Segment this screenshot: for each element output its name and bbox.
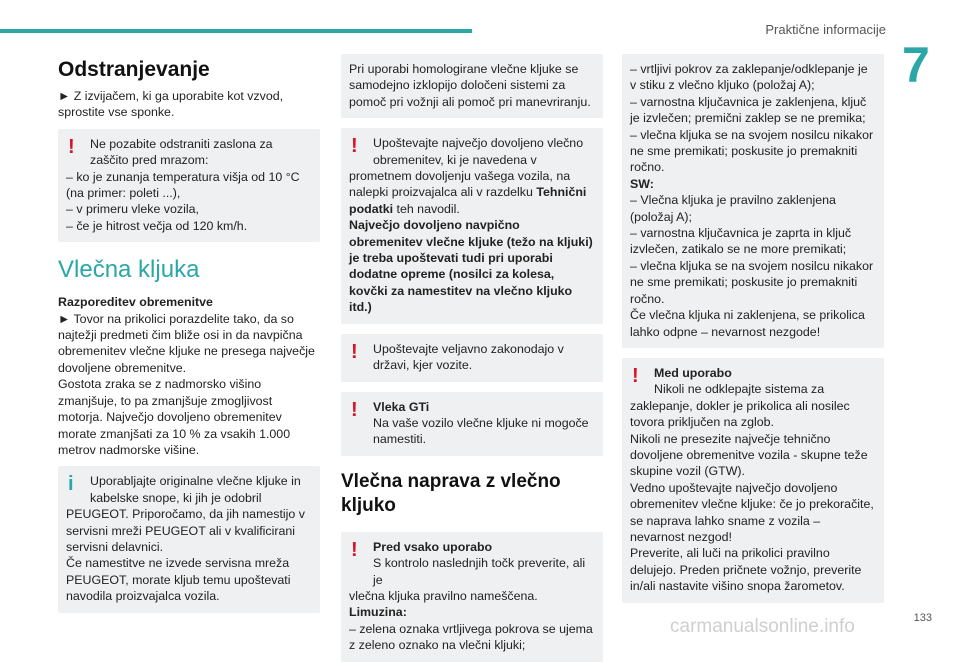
warning-text: vlečna kljuka pravilno nameščena.	[349, 588, 538, 603]
column-3	[622, 54, 884, 613]
warning-title	[349, 399, 595, 415]
warning-text: Upoštevajte veljavno zakonodajo v državi, kjer vozite.	[373, 341, 564, 373]
warning-box	[622, 358, 884, 603]
warning-text-part: prometnem dovoljenju vašega vozila, na nalepki proizvajalca ali v razdelku	[349, 169, 571, 200]
warning-title-text: Vleka GTi	[373, 399, 430, 414]
warning-bold	[349, 217, 595, 315]
warning-line: – v primeru vleke vozila,	[66, 202, 199, 217]
warning-icon: !	[351, 398, 358, 421]
paragraph: Gostota zraka se z nadmorsko višino zmanjšuje, to pa zmanjšuje zmogljivost motorja. Največjo dovoljeno obremenitev morate zmanjšati za 10 % za vsakih 1.000 metrov nadmorske višine.	[58, 377, 291, 457]
note-box	[622, 54, 884, 348]
warning-text: Preverite, ali luči na prikolici pravilno delujejo. Preden pričnete vožnjo, preverite in/ali nastavite višino snopa žarometov.	[630, 546, 862, 594]
chapter-number: 7	[902, 37, 930, 93]
warning-title	[630, 365, 876, 381]
warning-title-text: Pred vsako uporabo	[373, 539, 493, 554]
note-box	[341, 54, 603, 118]
warning-icon: !	[351, 135, 358, 158]
note-line: – varnostna ključavnica je zaklenjena, ključ je izvlečen; premični zaklep se ne premika;	[630, 94, 867, 126]
header-title: Praktične informacije	[765, 22, 886, 37]
note-line: – vrtljivi pokrov za zaklepanje/odklepanje je v stiku z vlečno kljuko (položaj A);	[630, 62, 868, 93]
heading-vlecna-naprava: Vlečna naprava z vlečno kljuko	[341, 470, 561, 516]
warning-icon: !	[351, 340, 358, 363]
warning-text: Upoštevajte največjo dovoljeno vlečno obremenitev, ki je navedena v	[373, 136, 584, 167]
info-text: Uporabljajte originalne vlečne kljuke in kabelske snope, ki jih je odobril	[90, 474, 301, 505]
note-text: Če vlečna kljuka ni zaklenjena, se prikolica lahko odpne – nevarnost nezgode!	[630, 308, 865, 339]
warning-icon: !	[351, 538, 358, 561]
warning-line: – zelena oznaka vrtljivega pokrova se ujema z zeleno oznako na vlečni kljuki;	[349, 621, 593, 653]
warning-icon: !	[68, 135, 75, 158]
warning-text	[349, 168, 595, 217]
note-line: – vlečna kljuka se na svojem nosilcu nikakor ne sme premikati; poskusite jo premakniti ročno.	[630, 127, 874, 175]
subheading-text: Razporeditev obremenitve	[58, 295, 213, 310]
watermark: carmanualsonline.info	[670, 616, 855, 637]
note-sub	[630, 176, 876, 192]
note-text: Pri uporabi homologirane vlečne kljuke se samodejno izklopijo določeni sistemi za pomoč pri vožnji ali pomoč pri manevriranju.	[349, 62, 591, 109]
warning-text-part: teh navodil.	[393, 201, 460, 216]
column-1	[58, 54, 320, 623]
section-title: Vlečna kljuka	[58, 256, 200, 284]
warning-text: Nikoli ne odklepajte sistema za	[654, 382, 825, 397]
warning-text: Ne pozabite odstraniti zaslona za zaščito pred mrazom:	[90, 136, 273, 168]
header-bar	[0, 29, 472, 33]
note-line: – Vlečna kljuka je pravilno zaklenjena (položaj A);	[630, 193, 836, 224]
warning-line: – če je hitrost večja od 120 km/h.	[66, 218, 248, 233]
warning-box	[341, 532, 603, 662]
warning-text: Nikoli ne presezite največje tehnično dovoljene obremenitve vozila - skupne teže skupine vozil (GTW).	[630, 431, 868, 479]
warning-text: S kontrolo naslednjih točk preverite, ali je	[373, 556, 586, 587]
warning-title-text: Med uporabo	[654, 365, 732, 380]
info-text: Če namestitve ne izvede servisna mreža PEUGEOT, morate kljub temu upoštevati navodila proizvajalca vozila.	[66, 556, 291, 604]
column-2	[341, 54, 603, 672]
info-box	[58, 466, 320, 612]
paragraph: ► Z izvijačem, ki ga uporabite kot vzvod, sprostite vse sponke.	[58, 89, 284, 120]
page-number: 133	[913, 612, 932, 624]
warning-box	[58, 129, 320, 242]
subheading	[58, 294, 320, 310]
paragraph: ► Tovor na prikolici porazdelite tako, da so najtežji predmeti čim bliže osi in da navpična obremenitev vlečne kljuke ne presega največje dovoljene obremenitve.	[58, 311, 315, 375]
warning-sub-text: Limuzina:	[349, 605, 407, 620]
warning-line: – ko je zunanja temperatura višja od 10 °C (na primer: poleti ...),	[66, 169, 300, 201]
warning-box	[341, 128, 603, 323]
heading-odstranjevanje: Odstranjevanje	[58, 58, 210, 81]
warning-title	[349, 539, 595, 555]
warning-text: Vedno upoštevajte največjo dovoljeno obremenitev vlečne kljuke: če jo prekoračite, se naprava lahko sname z vozila – nevarnost nezgod!	[630, 480, 874, 544]
warning-box	[341, 334, 603, 382]
warning-bold-text: Največjo dovoljeno navpično obremenitev vlečne kljuke (težo na kljuki) je treba upoštevati tudi pri uporabi dodatne opreme (nosilci za kolesa, kovčki za namestitev na vlečno kljuko itd.)	[349, 218, 593, 315]
info-text: PEUGEOT. Priporočamo, da jih namestijo v servisni mreži PEUGEOT ali v kvalificirani servisni delavnici.	[66, 507, 305, 554]
warning-box	[341, 392, 603, 456]
note-line: – varnostna ključavnica je zaprta in ključ izvlečen, zatikalo se ne more premikati;	[630, 226, 852, 257]
note-line: – vlečna kljuka se na svojem nosilcu nikakor ne sme premikati; poskusite jo premakniti ročno.	[630, 258, 874, 306]
warning-text: Na vaše vozilo vlečne kljuke ni mogoče namestiti.	[373, 415, 589, 447]
warning-icon: !	[632, 364, 639, 387]
warning-text-bold: Tehnični podatki	[349, 185, 587, 216]
warning-sub	[349, 604, 595, 620]
info-icon: i	[68, 473, 74, 496]
warning-text: zaklepanje, dokler je prikolica ali nosilec tovora priključen na zglob.	[630, 398, 850, 430]
note-sub-text: SW:	[630, 176, 654, 191]
